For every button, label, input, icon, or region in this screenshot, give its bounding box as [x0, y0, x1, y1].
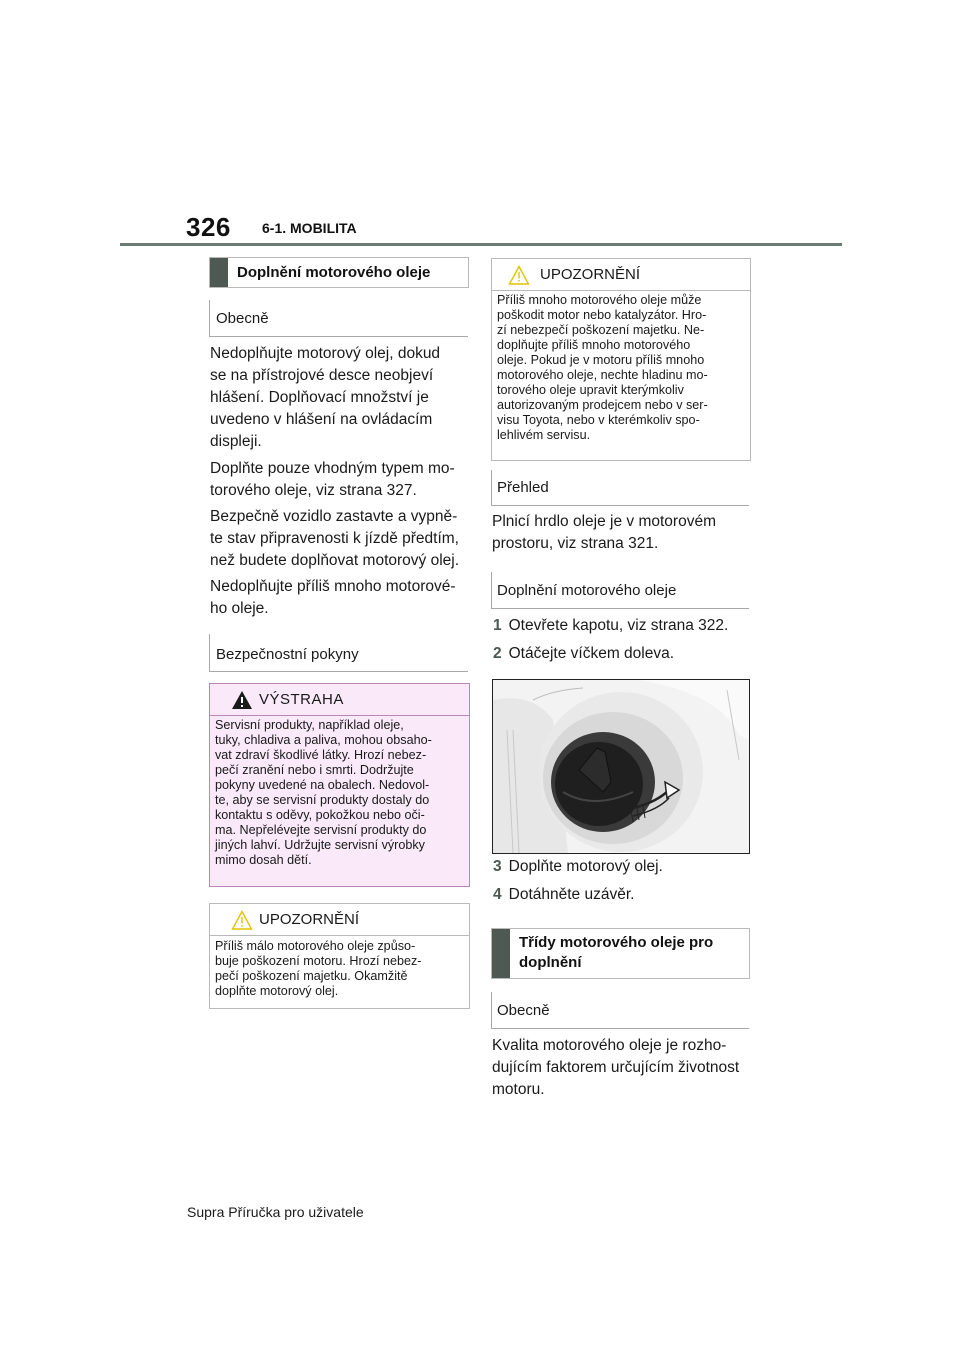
text-line: kontaktu s oděvy, pokožkou nebo oči- — [215, 808, 425, 822]
footer-manual-title: Supra Příručka pro uživatele — [187, 1204, 364, 1220]
text-line: torového oleje, viz strana 327. — [210, 482, 417, 499]
paragraph-oil-quality — [492, 1035, 754, 1101]
oil-cap-illustration — [492, 679, 750, 854]
text-line: Nedoplňujte příliš mnoho motorové- — [210, 578, 456, 595]
text-line: ho oleje. — [210, 600, 269, 617]
text-line: Příliš mnoho motorového oleje může — [497, 293, 702, 307]
text-line: mimo dosah dětí. — [215, 853, 312, 867]
heading-oil-grades — [491, 928, 750, 979]
paragraph-no-overfill — [210, 576, 472, 620]
text-line: te, aby se servisní produkty dostaly do — [215, 793, 430, 807]
text-line: torového oleje upravit kterýmkoliv — [497, 383, 684, 397]
caution-box-right — [491, 258, 751, 461]
caution-box-left — [209, 903, 470, 1009]
page-number: 326 — [186, 212, 231, 242]
text-line: Třídy motorového oleje pro — [519, 934, 714, 951]
subhead-general-2: Obecně — [497, 1002, 550, 1019]
warning-header — [210, 684, 469, 716]
subhead-general: Obecně — [216, 310, 269, 327]
text-line: se na přístrojové desce neobjeví — [210, 367, 434, 384]
text-line: buje poškození motoru. Hrozí nebez- — [215, 954, 422, 968]
subhead-rule — [491, 608, 749, 609]
heading-label — [519, 933, 713, 973]
text-line: Doplňte pouze vhodným typem mo- — [210, 460, 455, 477]
heading-bar — [210, 258, 228, 287]
text-line: pečí zranění nebo i smrti. Dodržujte — [215, 763, 414, 777]
text-line: ma. Nepřelévejte servisní produkty do — [215, 823, 427, 837]
step-number: 1 — [493, 617, 502, 634]
caution-title: UPOZORNĚNÍ — [540, 266, 641, 283]
step-2 — [493, 645, 674, 663]
subhead-line — [209, 634, 210, 671]
text-line: uvedeno v hlášení na ovládacím — [210, 411, 433, 428]
text-line: Kvalita motorového oleje je rozho- — [492, 1037, 727, 1054]
text-line: poškodit motor nebo katalyzátor. Hro- — [497, 308, 707, 322]
text-line: hlášení. Doplňovací množství je — [210, 389, 429, 406]
subhead-safety: Bezpečnostní pokyny — [216, 646, 359, 663]
subhead-line — [209, 300, 210, 336]
text-line: te stav připravenosti k jízdě předtím, — [210, 530, 459, 547]
text-line: doplňujte příliš mnoho motorového — [497, 338, 691, 352]
heading-refill-oil — [209, 257, 469, 288]
text-line: pečí poškození majetku. Okamžitě — [215, 969, 408, 983]
step-number: 3 — [493, 858, 502, 875]
text-line: vat zdraví škodlivé látky. Hrozí nebez- — [215, 748, 427, 762]
text-line: tuky, chladiva a paliva, mohou obsaho- — [215, 733, 432, 747]
caution-title: UPOZORNĚNÍ — [259, 911, 360, 928]
step-1 — [493, 617, 728, 635]
caution-text — [215, 939, 463, 999]
caution-header — [210, 904, 469, 936]
text-line: motorového oleje, nechte hladinu mo- — [497, 368, 708, 382]
caution-text — [497, 293, 744, 443]
text-line: motoru. — [492, 1081, 545, 1098]
caution-header — [492, 259, 750, 291]
paragraph-overview — [492, 511, 754, 555]
subhead-rule — [491, 505, 749, 506]
subhead-line — [491, 572, 492, 608]
header-rule — [120, 243, 842, 246]
warning-text — [215, 718, 463, 868]
step-text: Otáčejte víčkem doleva. — [508, 645, 675, 662]
text-line: než budete doplňovat motorový olej. — [210, 552, 460, 569]
text-line: prostoru, viz strana 321. — [492, 535, 659, 552]
paragraph-oil-type — [210, 458, 472, 502]
heading-bar — [492, 929, 510, 978]
paragraph-refill-info — [210, 343, 472, 453]
text-line: doplnění — [519, 954, 582, 971]
text-line: displeji. — [210, 433, 262, 450]
text-line: jiných lahví. Udržujte servisní výrobky — [215, 838, 425, 852]
step-number: 4 — [493, 886, 502, 903]
step-text: Doplňte motorový olej. — [508, 858, 663, 875]
subhead-overview: Přehled — [497, 479, 549, 496]
text-line: visu Toyota, nebo v kterémkoliv spo- — [497, 413, 700, 427]
text-line: autorizovaným prodejcem nebo v ser- — [497, 398, 708, 412]
subhead-refill: Doplnění motorového oleje — [497, 582, 677, 599]
text-line: Servisní produkty, například oleje, — [215, 718, 404, 732]
caution-icon — [508, 265, 530, 285]
step-number: 2 — [493, 645, 502, 662]
subhead-rule — [491, 1028, 749, 1029]
section-title: 6-1. MOBILITA — [262, 220, 357, 236]
text-line: oleje. Pokud je v motoru příliš mnoho — [497, 353, 705, 367]
step-3 — [493, 858, 663, 876]
step-4 — [493, 886, 634, 904]
step-text: Otevřete kapotu, viz strana 322. — [508, 617, 729, 634]
paragraph-safe-stop — [210, 506, 472, 572]
heading-label: Doplnění motorového oleje — [237, 264, 431, 281]
subhead-line — [491, 992, 492, 1028]
text-line: zí nebezpečí poškození majetku. Ne- — [497, 323, 705, 337]
text-line: dujícím faktorem určujícím životnost — [492, 1059, 740, 1076]
step-text: Dotáhněte uzávěr. — [508, 886, 635, 903]
subhead-line — [491, 470, 492, 505]
text-line: lehlivém servisu. — [497, 428, 591, 442]
caution-icon — [231, 910, 253, 930]
subhead-rule — [209, 671, 468, 672]
text-line: doplňte motorový olej. — [215, 984, 339, 998]
text-line: pokyny uvedené na obalech. Nedovol- — [215, 778, 430, 792]
text-line: Příliš málo motorového oleje způso- — [215, 939, 416, 953]
warning-icon — [231, 690, 253, 710]
text-line: Bezpečně vozidlo zastavte a vypně- — [210, 508, 458, 525]
subhead-rule — [209, 336, 468, 337]
warning-box — [209, 683, 470, 887]
text-line: Plnicí hrdlo oleje je v motorovém — [492, 513, 716, 530]
warning-title: VÝSTRAHA — [259, 691, 344, 708]
oil-cap-drawing — [493, 680, 749, 853]
text-line: Nedoplňujte motorový olej, dokud — [210, 345, 441, 362]
